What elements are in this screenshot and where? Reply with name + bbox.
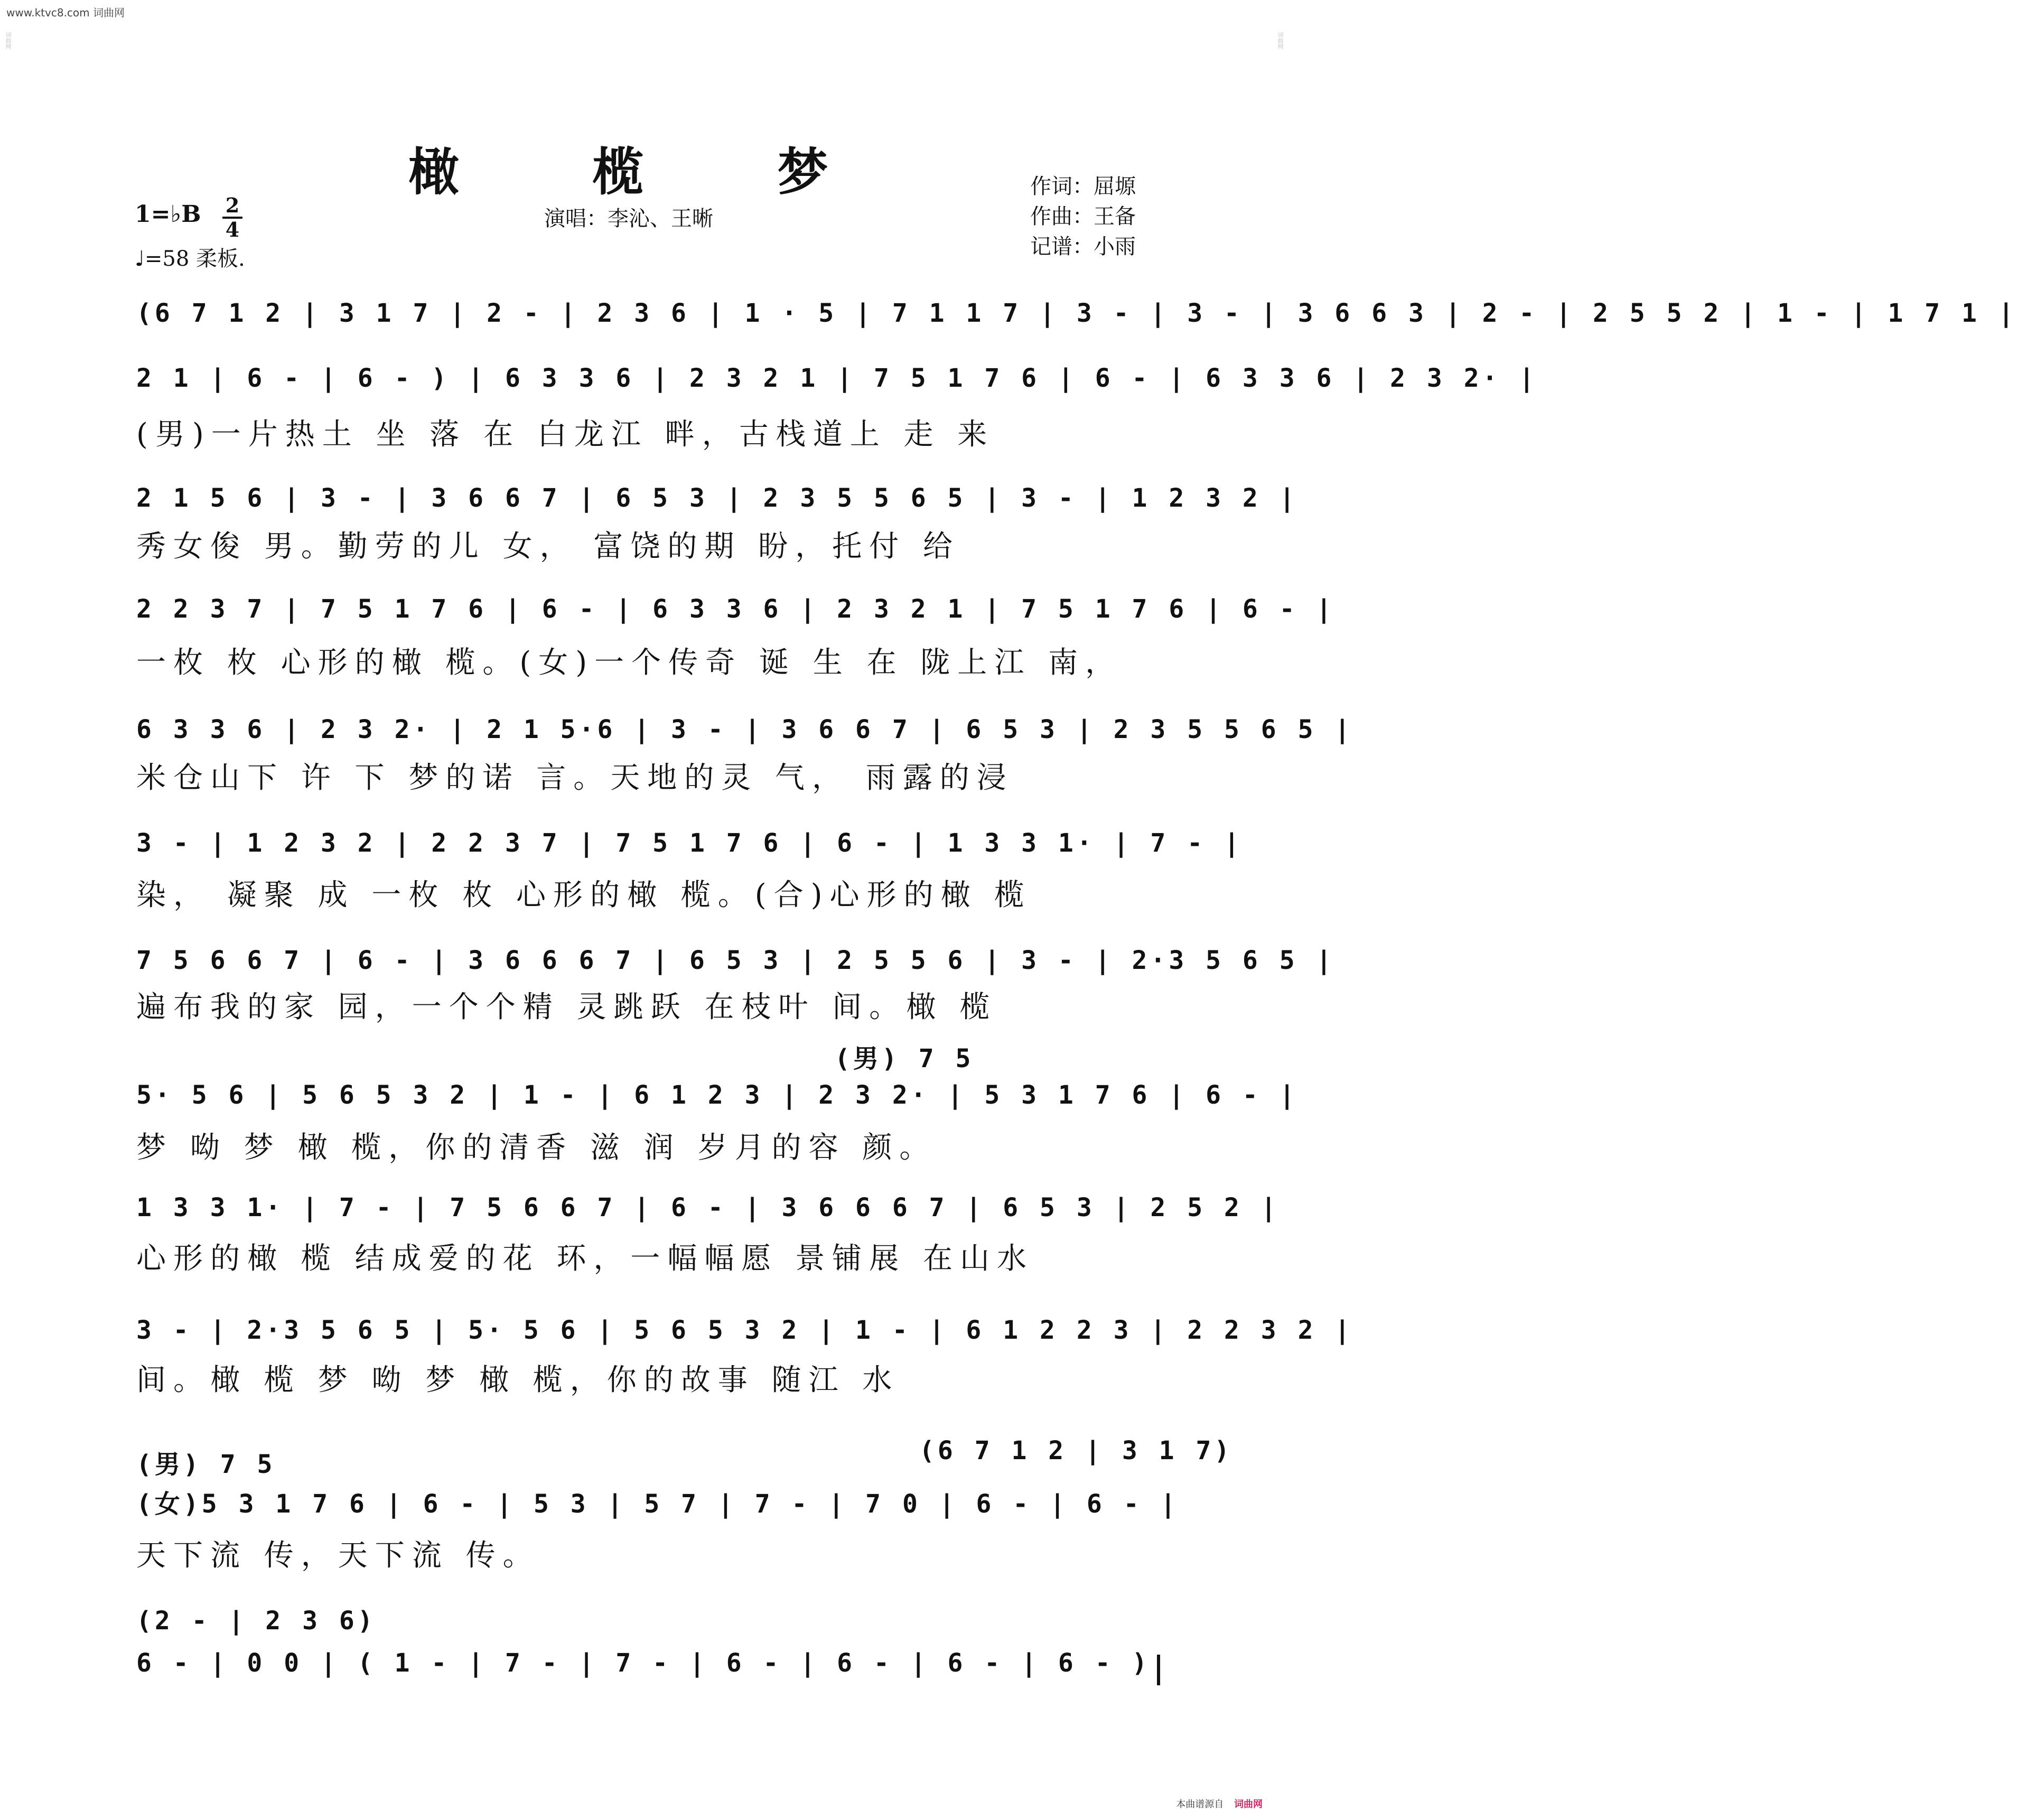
right-watermark-strip: 词曲网 <box>1277 32 1284 49</box>
time-signature <box>219 195 246 240</box>
staff-line: 2 1 | 6 - | 6 - ) | 6 3 3 6 | 2 3 2 1 | 7 5 1 7 6 | 6 - | 6 3 3 6 | 2 3 2· | <box>136 363 1538 393</box>
top-bar <box>0 0 1294 21</box>
staff-line: 5· 5 6 | 5 6 5 3 2 | 1 - | 6 1 2 3 | 2 3 2· | 5 3 1 7 6 | 6 - | <box>136 1080 1298 1110</box>
site-logo: 词曲网 <box>1234 1799 1263 1810</box>
staff-line: 3 - | 1 2 3 2 | 2 2 3 7 | 7 5 1 7 6 | 6 - | 1 3 3 1· | 7 - | <box>136 828 1243 858</box>
song-title: 橄 榄 梦 <box>408 142 886 202</box>
lyric-line: 一枚 枚 心形的橄 榄。(女)一个传奇 诞 生 在 陇上江 南， <box>136 646 1123 680</box>
composer: 作曲：王备 <box>1030 204 1136 229</box>
male-part-overlay: (男) 7 5 <box>136 1450 276 1479</box>
meter-bottom: 4 <box>225 218 240 241</box>
footer-text: 本曲谱源自 <box>1176 1799 1224 1810</box>
lyric-line: 秀女俊 男。勤劳的儿 女， 富饶的期 盼，托付 给 <box>136 529 960 564</box>
transcriber: 记谱：小雨 <box>1030 235 1136 259</box>
footer-credit <box>1176 1797 1263 1810</box>
staff-line: (6 7 1 2 | 3 1 7 | 2 - | 2 3 6 | 1 · 5 | 7 1 1 7 | 3 - | 3 - | 3 6 6 3 | 2 - | 2 5 5 2 | 1 - | 1 7 1 | <box>136 298 2017 328</box>
credits <box>1030 172 1136 262</box>
lyricist: 作词：屈塬 <box>1030 174 1136 199</box>
lyric-line: 梦 呦 梦 橄 榄，你的清香 滋 润 岁月的容 颜。 <box>136 1131 937 1165</box>
tempo-marking: ♩=58 柔板. <box>135 247 245 271</box>
lyric-line: 天下流 传，天下流 传。 <box>136 1538 540 1573</box>
staff-line: 1 3 3 1· | 7 - | 7 5 6 6 7 | 6 - | 3 6 6 6 7 | 6 5 3 | 2 5 2 | <box>136 1193 1280 1222</box>
lyric-line: 米仓山下 许 下 梦的诺 言。天地的灵 气， 雨露的浸 <box>136 761 1014 795</box>
final-barline <box>1157 1655 1160 1685</box>
staff-line: 6 - | 0 0 | ( 1 - | 7 - | 7 - | 6 - | 6 - | 6 - | 6 - ) <box>136 1648 1151 1678</box>
male-part-overlay: (男) 7 5 <box>835 1044 974 1074</box>
site-url: www.ktvc8.com 词曲网 <box>6 6 125 19</box>
staff-line: (女)5 3 1 7 6 | 6 - | 5 3 | 5 7 | 7 - | 7 0 | 6 - | 6 - | <box>136 1489 1179 1519</box>
staff-line: 6 3 3 6 | 2 3 2· | 2 1 5·6 | 3 - | 3 6 6 7 | 6 5 3 | 2 3 5 5 6 5 | <box>136 715 1353 744</box>
singers: 演唱：李沁、王晰 <box>544 207 713 231</box>
lyric-line: 心形的橄 榄 结成爱的花 环，一幅幅愿 景铺展 在山水 <box>136 1242 1034 1276</box>
meter-top: 2 <box>225 193 240 217</box>
staff-line: 2 2 3 7 | 7 5 1 7 6 | 6 - | 6 3 3 6 | 2 3 2 1 | 7 5 1 7 6 | 6 - | <box>136 594 1335 624</box>
lyric-line: 遍布我的家 园，一个个精 灵跳跃 在枝叶 间。橄 榄 <box>136 990 997 1024</box>
interlude-overlay: (6 7 1 2 | 3 1 7) <box>919 1436 1233 1466</box>
ending-overlay: (2 - | 2 3 6) <box>136 1606 376 1636</box>
staff-line: 3 - | 2·3 5 6 5 | 5· 5 6 | 5 6 5 3 2 | 1 - | 6 1 2 2 3 | 2 2 3 2 | <box>136 1315 1353 1345</box>
left-watermark-strip: 词曲网 <box>5 32 12 49</box>
lyric-line: 间。橄 榄 梦 呦 梦 橄 榄，你的故事 随江 水 <box>136 1363 900 1397</box>
lyric-line: 染， 凝聚 成 一枚 枚 心形的橄 榄。(合)心形的橄 榄 <box>136 878 1032 912</box>
key-signature: 1=♭B <box>135 201 201 228</box>
lyric-line: (男)一片热土 坐 落 在 白龙江 畔，古栈道上 走 来 <box>136 417 995 452</box>
staff-line: 2 1 5 6 | 3 - | 3 6 6 7 | 6 5 3 | 2 3 5 5 6 5 | 3 - | 1 2 3 2 | <box>136 483 1298 513</box>
staff-line: 7 5 6 6 7 | 6 - | 3 6 6 6 7 | 6 5 3 | 2 5 5 6 | 3 - | 2·3 5 6 5 | <box>136 946 1335 975</box>
